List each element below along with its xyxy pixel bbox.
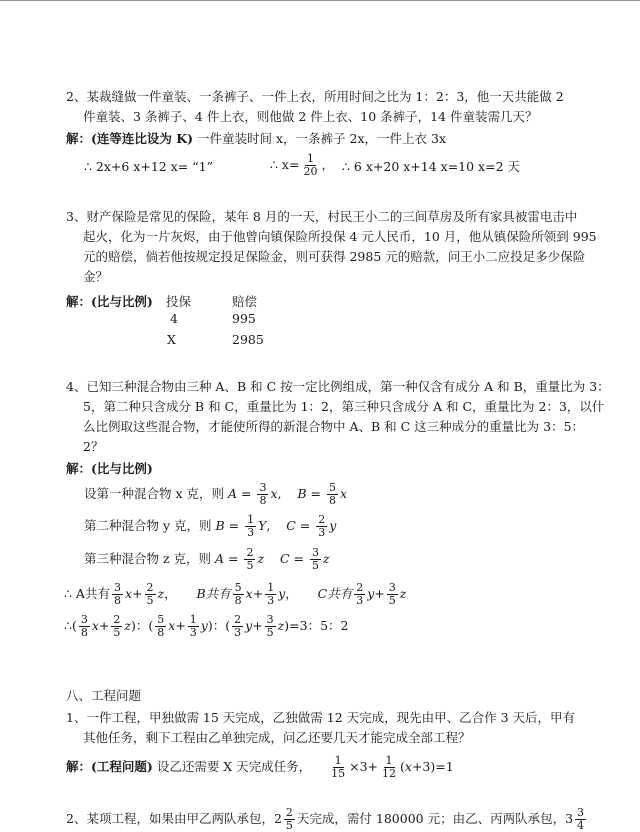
problem-3-line-1: 3、财产保险是常见的保险，某年 8 月的一天，村民王小二的三间草房及所有家具被雷电击中 bbox=[66, 209, 578, 224]
table-header-compensation: 赔偿 bbox=[232, 294, 258, 309]
problem-3-line-2: 起火，化为一片灰烬，由于他曾向镇保险所投保 4 元人民币，10 月，他从镇保险所领到 995 bbox=[83, 229, 597, 244]
top-rule bbox=[0, 0, 640, 1]
problem-3-line-3: 元的赔偿，倘若他按规定投足保险金，则可获得 2985 元的赔款，问王小二应投足多少保险 bbox=[83, 249, 586, 264]
table-cell: X bbox=[167, 332, 176, 347]
section-title: 八、工程问题 bbox=[66, 688, 142, 703]
totals-line: ∴ A共有 $\frac{3}{8}$ x+ $\frac{2}{5}$ z， B共有 $\frac{5}{8}$ x+ $\frac{1}{3}$ y， C共有 $\frac{2}{3}$ y+ $\frac{3}{5}$ z bbox=[64, 581, 407, 607]
equation-2-2: ∴ x= $\frac{1}{20}$ ， bbox=[270, 152, 334, 178]
problem-4-line-2: 5，第二种只含成分 B 和 C，重量比为 1：2，第三种只含成分 A 和 C，重量比为 2：3，以什 bbox=[83, 399, 605, 414]
problem-3-line-4: 金？ bbox=[83, 269, 109, 284]
table-cell: 4 bbox=[170, 311, 178, 326]
problem-8-1-line-2: 其他任务，剩下工程由乙单独完成，问乙还要几天才能完成全部工程？ bbox=[83, 730, 471, 745]
equation-2-3: ∴ 6 x+20 x+14 x=10 x=2 天 bbox=[342, 159, 521, 174]
problem-3-solution-label: 解：(比与比例) bbox=[66, 294, 153, 309]
table-cell: 995 bbox=[232, 311, 256, 326]
equation-2-1: ∴ 2x+6 x+12 x= “1” bbox=[84, 159, 213, 174]
mixture-3-line: 第三种混合物 z 克，则 A = $\frac{2}{5}$ z C = $\frac{3}{5}$ z bbox=[84, 546, 330, 572]
problem-4-solution-label: 解：(比与比例) bbox=[66, 461, 153, 476]
problem-8-2-line-1: 2、某项工程，如果由甲乙两队承包，2 $\frac{2}{5}$ 天完成，需付 180000 元；由乙、丙两队承包，3 $\frac{3}{4}$ bbox=[66, 806, 585, 832]
fraction: $\frac{1}{20}$ bbox=[303, 152, 318, 178]
table-cell: 2985 bbox=[232, 332, 264, 347]
problem-2-line-2: 件童装、3 条裤子、4 件上衣，则他做 2 件上衣、10 条裤子，14 件童装需几天？ bbox=[83, 109, 538, 124]
table-header-insure: 投保 bbox=[166, 294, 192, 309]
mixture-2-line: 第二种混合物 y 克，则 B = $\frac{1}{3}$ Y, C = $\frac{2}{3}$ y bbox=[84, 513, 337, 539]
solution-text: 一件童装时间 x，一条裤子 2x，一件上衣 3x bbox=[197, 131, 447, 146]
problem-8-1-line-1: 1、一件工程，甲独做需 15 天完成，乙独做需 12 天完成，现先由甲、乙合作 3 天后，甲有 bbox=[66, 710, 576, 725]
solution-label: 解：(连等连比设为 K) bbox=[66, 131, 194, 146]
problem-4-line-3: 么比例取这些混合物，才能使所得的新混合物中 A、B 和 C 这三种成分的重量比为 3：5： bbox=[83, 419, 585, 434]
ratio-line: ∴( $\frac{3}{8}$ x+ $\frac{2}{5}$ z)：( $\frac{5}{8}$ x+ $\frac{1}{3}$ y)：( $\frac{2}{3}$ y+ $\frac{3}{5}$ z)=3：5：2 bbox=[64, 613, 349, 639]
problem-2-line-1: 2、某裁缝做一件童装、一条裤子、一件上衣，所用时间之比为 1：2：3，他一天共能做 2 bbox=[66, 89, 564, 104]
problem-8-1-solution: 解：(工程问题) 设乙还需要 X 天完成任务， $\frac{1}{15}$ ×3+ $\frac{1}{12}$ (x+3)=1 bbox=[66, 754, 454, 780]
problem-2-solution bbox=[66, 131, 446, 146]
problem-4-line-1: 4、已知三种混合物由三种 A、B 和 C 按一定比例组成，第一种仅含有成分 A 和 B，重量比为 3： bbox=[66, 379, 610, 394]
mixture-1-line: 设第一种混合物 x 克，则 A = $\frac{3}{8}$ x, B = $\frac{5}{8}$ x bbox=[84, 481, 348, 507]
problem-4-line-4: 2？ bbox=[83, 439, 104, 454]
